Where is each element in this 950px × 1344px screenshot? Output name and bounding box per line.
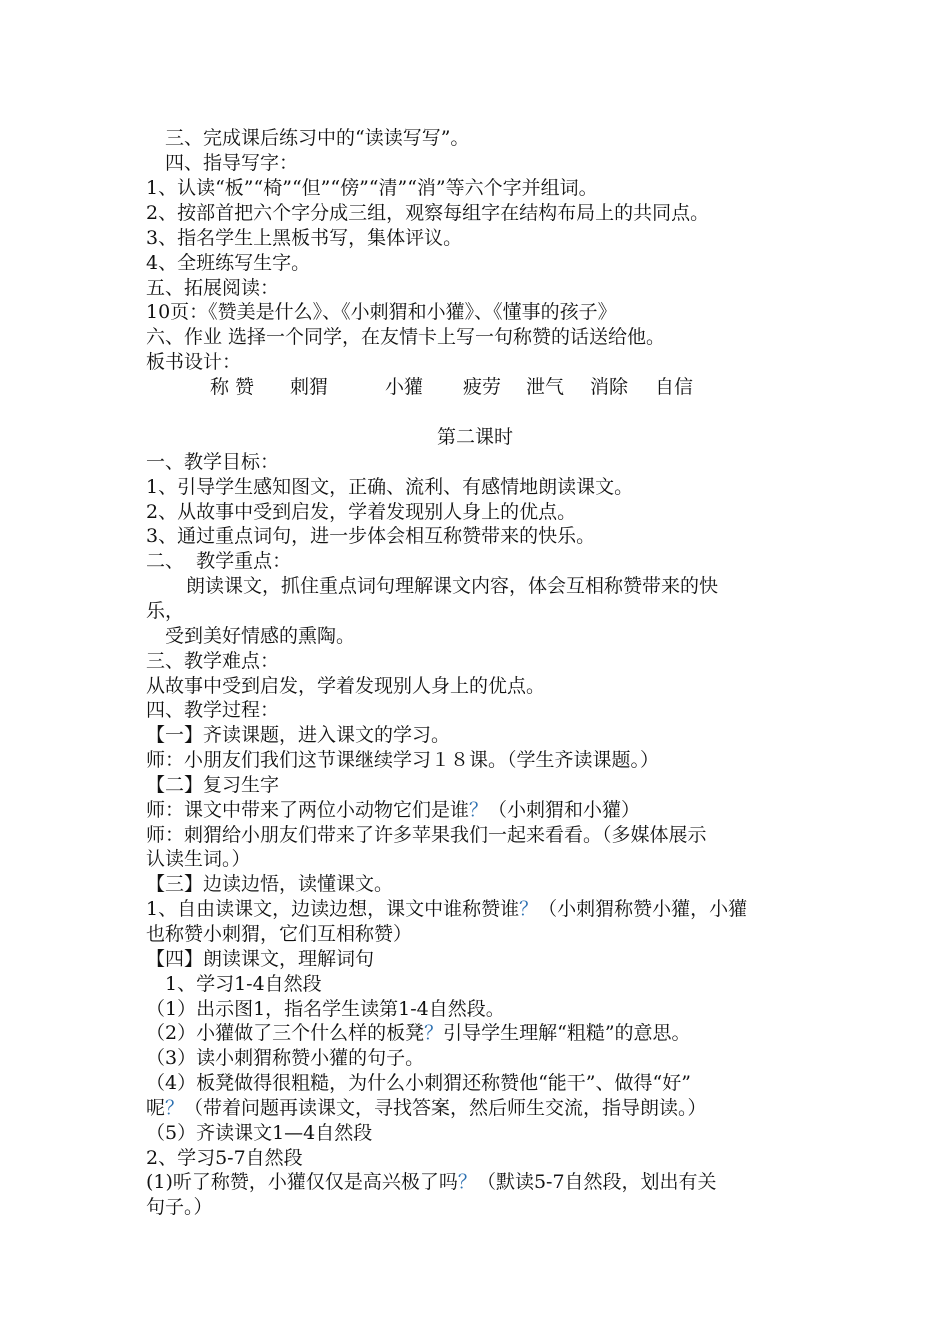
text-line: 师：课文中带来了两位小动物它们是谁？（小刺猬和小獾） (146, 799, 641, 821)
heading: 五、拓展阅读： (146, 277, 280, 299)
text-line: 也称赞小刺猬，它们互相称赞） (146, 923, 413, 945)
text-line: 1、认读“板”“椅”“但”“傍”“清”“消”等六个字并组词。 (146, 177, 598, 199)
text-line: 2、从故事中受到启发，学着发现别人身上的优点。 (146, 501, 577, 523)
text-line: (1)听了称赞，小獾仅仅是高兴极了吗？（默读5-7自然段，划出有关 (146, 1171, 717, 1193)
text-line: （5）齐读课文1—4自然段 (146, 1122, 373, 1144)
text-line: 句子。） (146, 1196, 213, 1218)
text-line: 师：刺猬给小朋友们带来了许多苹果我们一起来看看。（多媒体展示 (146, 824, 707, 846)
text-line: （3）读小刺猬称赞小獾的句子。 (146, 1047, 425, 1069)
text-line: （1）出示图1，指名学生读第1-4自然段。 (146, 998, 505, 1020)
text-line: 师：小朋友们我们这节课继续学习１８课。（学生齐读课题。） (146, 749, 660, 771)
board-word: 泄气 (526, 376, 565, 398)
text-line: 三、完成课后练习中的“读读写写”。 (165, 127, 470, 149)
heading: 板书设计： (146, 351, 242, 373)
board-word: 称 赞 (210, 376, 255, 398)
board-word: 疲劳 (463, 376, 502, 398)
text-line: 乐， (146, 600, 185, 622)
text-line: 1、自由读课文，边读边想，课文中谁称赞谁？（小刺猬称赞小獾，小獾 (146, 898, 748, 920)
text-line: 受到美好情感的熏陶。 (165, 625, 356, 647)
text-line: 【二】复习生字 (146, 774, 280, 796)
text-line: 认读生词。） (146, 848, 251, 870)
text-line: 1、学习1-4自然段 (165, 973, 322, 995)
board-word: 刺猬 (290, 376, 329, 398)
board-word: 小獾 (385, 376, 424, 398)
text-line: 六、作业 选择一个同学，在友情卡上写一句称赞的话送给他。 (146, 326, 666, 348)
text-line: 从故事中受到启发，学着发现别人身上的优点。 (146, 675, 546, 697)
board-word: 消除 (590, 376, 629, 398)
text-line: 2、学习5-7自然段 (146, 1147, 303, 1169)
heading: 四、教学过程： (146, 699, 280, 721)
lesson-title: 第二课时 (436, 426, 513, 448)
text-line: 【四】朗读课文，理解词句 (146, 948, 375, 970)
text-line: （4）板凳做得很粗糙，为什么小刺猬还称赞他“能干”、做得“好” (146, 1072, 691, 1094)
text-line: 朗读课文，抓住重点词句理解课文内容，体会互相称赞带来的快 (186, 575, 719, 597)
text-line: 3、指名学生上黑板书写，集体评议。 (146, 227, 463, 249)
text-line: 【一】齐读课题，进入课文的学习。 (146, 724, 451, 746)
heading: 三、教学难点： (146, 650, 280, 672)
text-line: 【三】边读边悟，读懂课文。 (146, 873, 394, 895)
heading: 一、教学目标： (146, 451, 280, 473)
heading: 二、 教学重点： (146, 550, 292, 572)
text-line: 10页：《赞美是什么》、《小刺猬和小獾》、《懂事的孩子》 (146, 301, 617, 323)
text-line: 1、引导学生感知图文，正确、流利、有感情地朗读课文。 (146, 476, 634, 498)
text-line: 2、按部首把六个字分成三组，观察每组字在结构布局上的共同点。 (146, 202, 710, 224)
board-word: 自信 (655, 376, 694, 398)
text-line: 4、全班练写生字。 (146, 252, 311, 274)
text-line: （2）小獾做了三个什么样的板凳？引导学生理解“粗糙”的意思。 (146, 1022, 691, 1044)
heading: 四、指导写字： (165, 152, 299, 174)
text-line: 呢？（带着问题再读课文，寻找答案，然后师生交流，指导朗读。） (146, 1097, 707, 1119)
text-line: 3、通过重点词句，进一步体会相互称赞带来的快乐。 (146, 525, 596, 547)
